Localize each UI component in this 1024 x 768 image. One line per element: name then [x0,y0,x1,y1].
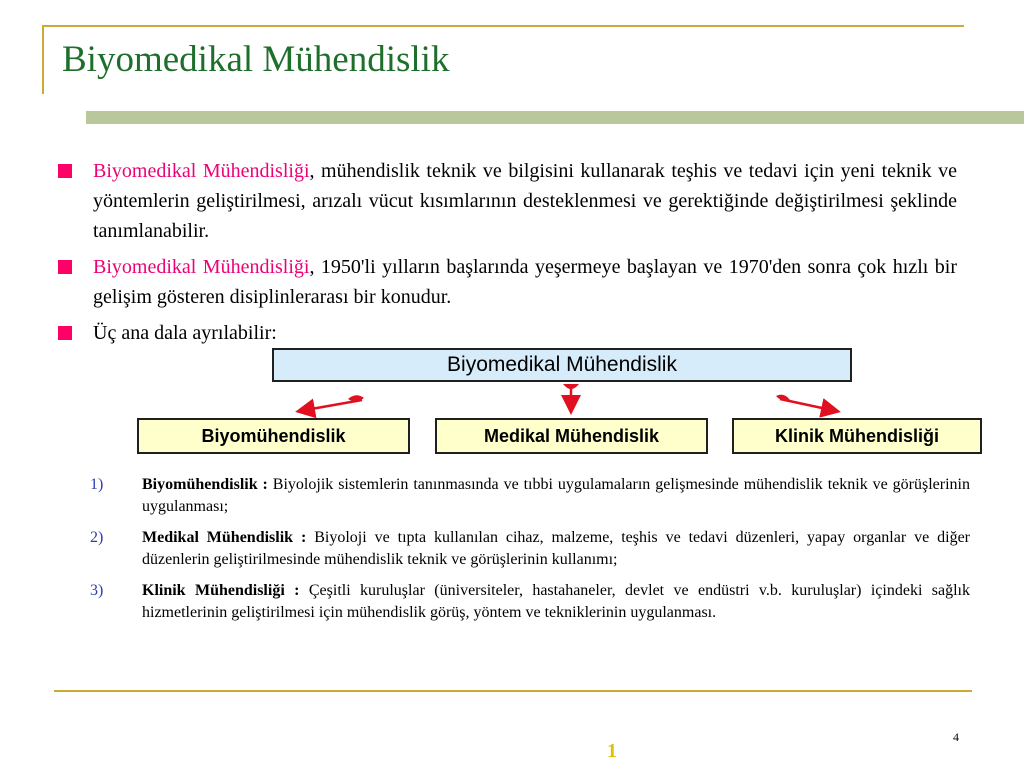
arrow-right [780,399,836,411]
definition-term: Klinik Mühendisliği : [142,582,300,599]
bullet-highlight: Biyomedikal Mühendisliği [93,160,310,182]
arrow-left [300,400,362,411]
definition-number: 3) [90,582,104,599]
diagram-child-box: Biyomühendislik [137,418,410,454]
definition-list [90,474,970,633]
definition-item [90,474,970,518]
bullet-text: Üç ana dala ayrılabilir: [93,322,277,344]
bullet-text: , mühendislik teknik ve bilgisini kullanarak teşhis ve tedavi için yeni teknik ve yöntemlerin geliştirilmesi, arızalı vücut kısımlarının desteklenmesi ve gerektiğinde değiştirilmesi şeklinde tanımlanabilir. [93,160,957,242]
definition-text: Biyolojik sistemlerin tanınmasında ve tıbbi uygulamaların gelişmesinde mühendislik teknik ve görüşlerinin uygulanması; [142,476,971,515]
definition-item [90,580,970,624]
diagram-child-box: Medikal Mühendislik [435,418,708,454]
definition-term: Biyomühendislik : [142,476,268,493]
definition-item [90,527,970,571]
definition-text: Biyoloji ve tıpta kullanılan cihaz, malzeme, teşhis ve tedavi düzenleri, yapay organlar ve diğer düzenlerin geliştirilmesinde mühendislik teknik ve görüşlerinin kullanımı; [142,529,970,568]
definition-number: 1) [90,476,104,493]
diagram-child-box: Klinik Mühendisliği [732,418,982,454]
bullet-text: , 1950'li yılların başlarında yeşermeye başlayan ve 1970'den sonra çok hızlı bir gelişim gösteren disiplinlerarası bir konudur. [93,256,957,308]
arrow-center-tail-icon [563,384,579,389]
definition-text: Çeşitli kuruluşlar (üniversiteler, hastahaneler, devlet ve endüstri v.b. kuruluşlar) içindeki sağlık hizmetlerinin geliştirilmesi için mühendislik görüş, yöntem ve tekniklerinin uygulanması. [142,582,970,621]
definition-term: Medikal Mühendislik : [142,529,307,546]
arrow-right-tail-icon [776,395,790,401]
diagram-root-box: Biyomedikal Mühendislik [272,348,852,382]
footer-line [54,690,972,692]
page-number: 4 [953,730,959,744]
slide-number: 1 [607,740,617,762]
definition-number: 2) [90,529,104,546]
bullet-highlight: Biyomedikal Mühendisliği [93,256,310,278]
slide-title: Biyomedikal Mühendislik [62,39,450,80]
